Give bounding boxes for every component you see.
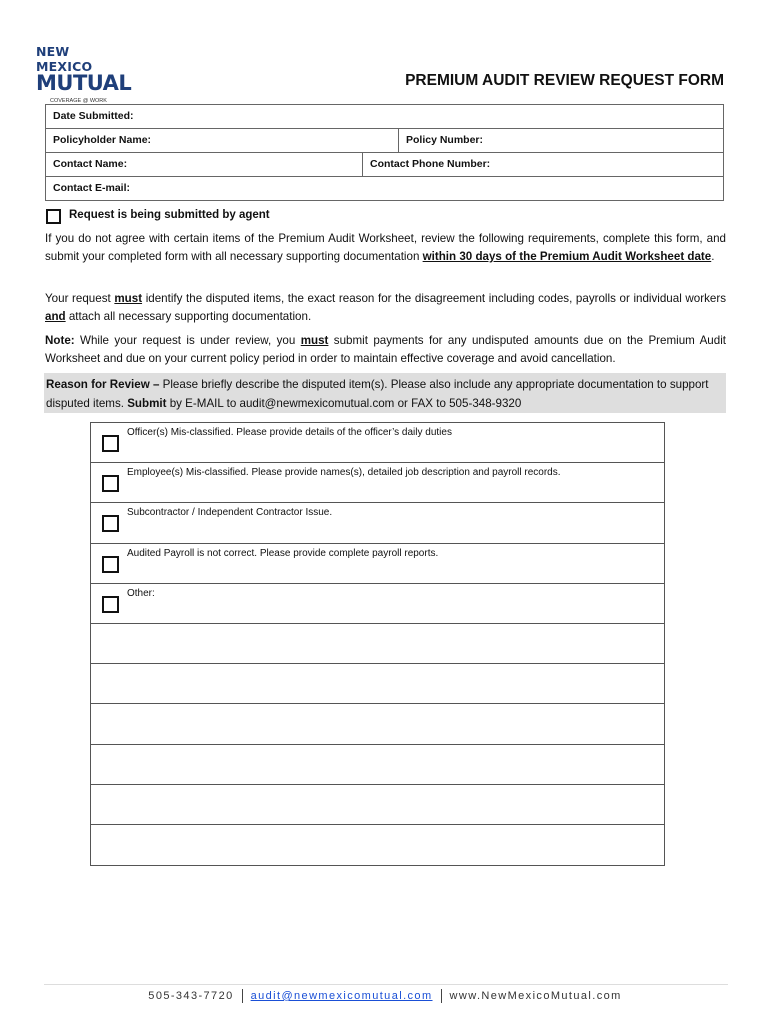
agent-checkbox[interactable] — [46, 209, 61, 224]
subcontractor-checkbox[interactable] — [102, 515, 119, 532]
requirements-text-c: attach all necessary supporting documentation. — [65, 310, 312, 323]
note-must-emphasis: must — [300, 334, 329, 347]
reason-options-table — [90, 422, 665, 866]
description-line[interactable] — [91, 704, 664, 744]
requirements-text-a: Your request — [45, 292, 115, 305]
agent-checkbox-row — [46, 205, 270, 224]
instructions-end: . — [711, 250, 715, 263]
contact-info-table — [45, 104, 724, 201]
footer — [0, 989, 770, 1003]
reason-option-label: Employee(s) Mis-classified. Please provide names(s), detailed job description and payroll records. — [127, 467, 561, 479]
reason-option-other — [91, 584, 664, 624]
note-text-b: submit payments for any undisputed amounts due on the Premium Audit Worksheet and due on your current policy period in order to maintain effective coverage and avoid cancellation. — [45, 334, 726, 365]
officer-checkbox[interactable] — [102, 435, 119, 452]
row-policyholder — [45, 128, 724, 152]
logo-tagline: COVERAGE @ WORK — [50, 98, 107, 104]
reason-text-b: by E-MAIL to audit@newmexicomutual.com or FAX to 505-348-9320 — [166, 397, 522, 410]
reason-option-payroll — [91, 544, 664, 584]
reason-option-label: Officer(s) Mis-classified. Please provide details of the officer’s daily duties — [127, 427, 452, 438]
reason-option-subcontractor — [91, 503, 664, 543]
footer-separator — [242, 989, 243, 1003]
logo-line2: MUTUAL — [36, 71, 132, 95]
date-submitted-field[interactable]: Date Submitted: — [53, 110, 134, 122]
contact-name-field[interactable]: Contact Name: — [53, 158, 128, 170]
note-text-a: While your request is under review, you — [74, 334, 301, 347]
company-logo — [36, 44, 132, 104]
policyholder-name-field[interactable]: Policyholder Name: — [53, 134, 152, 146]
footer-divider — [44, 984, 728, 985]
reason-option-employee — [91, 463, 664, 503]
employee-checkbox[interactable] — [102, 475, 119, 492]
reason-option-label: Audited Payroll is not correct. Please provide complete payroll reports. — [127, 547, 439, 559]
instructions-text: If you do not agree with certain items of the Premium Audit Worksheet, review the following requirements, complete this form, and submit your completed form with all necessary supporting documentation — [45, 232, 726, 263]
reason-text-a: Please briefly describe the disputed item(s). Please also include any appropriate documentation to support disputed items. — [46, 378, 709, 410]
requirements-paragraph — [45, 290, 726, 326]
contact-phone-field[interactable]: Contact Phone Number: — [362, 153, 723, 176]
footer-separator — [441, 989, 442, 1003]
instructions-paragraph — [45, 230, 726, 266]
reason-label: Reason for Review – — [46, 378, 160, 391]
footer-phone: 505-343-7720 — [148, 989, 234, 1002]
agent-checkbox-label: Request is being submitted by agent — [69, 208, 270, 221]
description-line[interactable] — [91, 825, 664, 865]
description-line[interactable] — [91, 664, 664, 704]
submit-emphasis: Submit — [127, 397, 167, 410]
row-contact — [45, 152, 724, 176]
and-emphasis: and — [45, 310, 66, 323]
form-title: PREMIUM AUDIT REVIEW REQUEST FORM — [405, 72, 724, 89]
description-line[interactable] — [91, 624, 664, 664]
description-line[interactable] — [91, 745, 664, 785]
reason-option-officer — [91, 423, 664, 463]
footer-website[interactable]: www.NewMexicoMutual.com — [449, 989, 622, 1002]
note-label: Note: — [45, 334, 75, 347]
footer-email-link[interactable]: audit@newmexicomutual.com — [250, 989, 433, 1002]
reason-option-label: Subcontractor / Independent Contractor Issue. — [127, 507, 333, 519]
policy-number-field[interactable]: Policy Number: — [398, 129, 723, 152]
row-date — [45, 104, 724, 128]
reason-option-label: Other: — [127, 587, 155, 599]
row-email — [45, 176, 724, 201]
requirements-text-b: identify the disputed items, the exact reason for the disagreement including codes, payrolls or individual workers — [142, 292, 726, 305]
payroll-checkbox[interactable] — [102, 556, 119, 573]
description-line[interactable] — [91, 785, 664, 825]
reason-for-review-banner — [44, 373, 726, 413]
note-paragraph — [45, 332, 726, 368]
must-emphasis: must — [114, 292, 143, 305]
deadline-emphasis: within 30 days of the Premium Audit Worksheet date — [422, 250, 712, 263]
other-checkbox[interactable] — [102, 596, 119, 613]
contact-email-field[interactable]: Contact E-mail: — [53, 182, 131, 194]
logo-line1: NEW MEXICO — [36, 44, 93, 74]
